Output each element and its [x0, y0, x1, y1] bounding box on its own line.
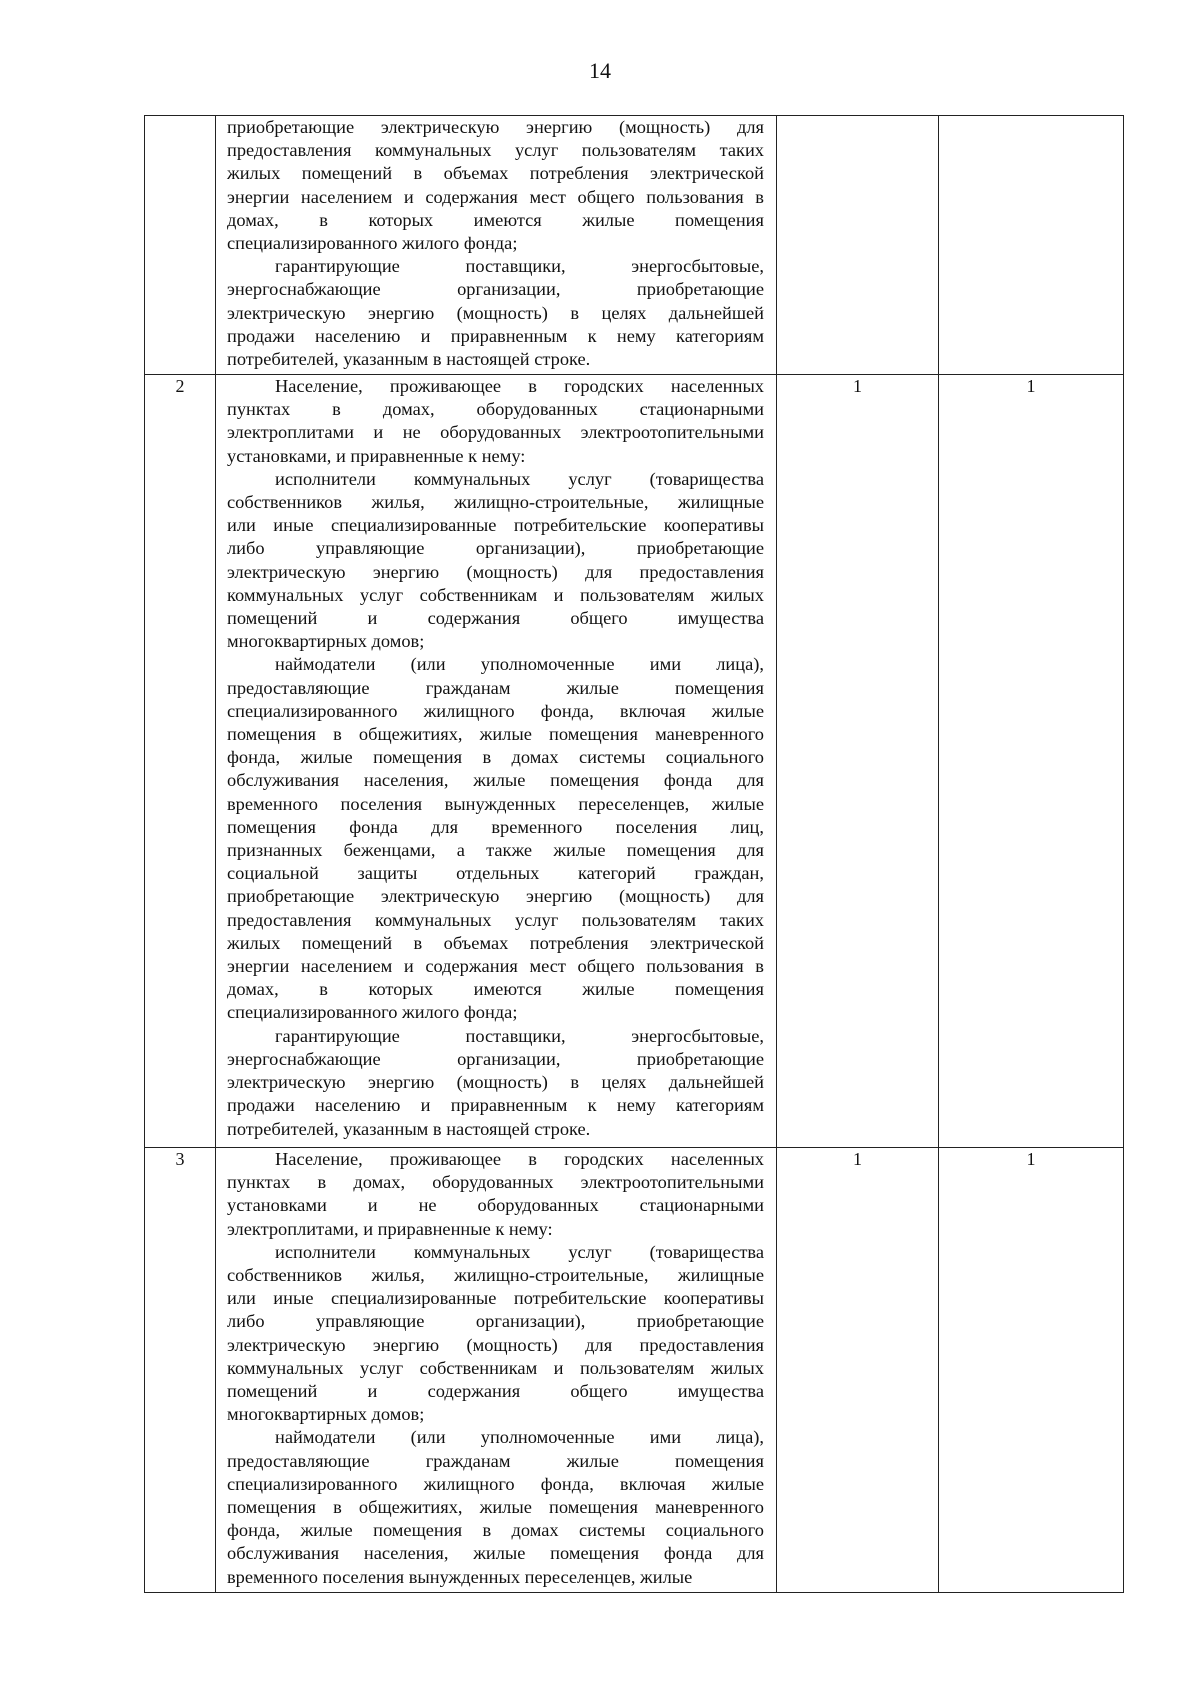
- text-line: специализированного жилого фонда;: [227, 233, 518, 254]
- text-line: или иные специализированные потребительские кооперативы: [227, 1288, 764, 1309]
- text-line: энергии населением и содержания мест общего пользования в: [227, 186, 764, 207]
- text-line: потребителей, указанным в настоящей строке.: [227, 1118, 591, 1139]
- text-line: помещения фонда для временного поселения лиц,: [227, 816, 764, 837]
- text-line: временного поселения вынужденных переселенцев, жилые: [227, 793, 764, 814]
- text-line: фонда, жилые помещения в домах системы социального: [227, 747, 764, 768]
- row-value-2: [939, 116, 1124, 375]
- text-line: специализированного жилого фонда;: [227, 1002, 518, 1023]
- row-number: 3: [145, 1148, 216, 1593]
- text-line: энергоснабжающие организации, приобретающие: [227, 1048, 764, 1069]
- row-value-1: 1: [777, 375, 939, 1148]
- text-line: помещения в общежитиях, жилые помещения маневренного: [227, 1497, 764, 1518]
- text-line: фонда, жилые помещения в домах системы социального: [227, 1520, 764, 1541]
- row-number: [145, 116, 216, 375]
- text-line: энергии населением и содержания мест общего пользования в: [227, 956, 764, 977]
- text-line: электроплитами и не оборудованных электроотопительными: [227, 422, 764, 443]
- row-description: [216, 116, 777, 375]
- text-line: энергоснабжающие организации, приобретающие: [227, 279, 764, 300]
- row-value-2: 1: [939, 375, 1124, 1148]
- text-line: приобретающие электрическую энергию (мощность) для: [227, 886, 764, 907]
- text-line: наймодатели (или уполномоченные ими лица),: [275, 1427, 764, 1448]
- table-row: [145, 116, 1124, 375]
- text-line: Население, проживающее в городских населенных: [275, 376, 764, 396]
- tariff-table: [144, 115, 1124, 1593]
- text-line: установками, и приравненные к нему:: [227, 445, 526, 466]
- table-row: [145, 375, 1124, 1148]
- text-line: домах, в которых имеются жилые помещения: [227, 979, 764, 1000]
- text-line: коммунальных услуг собственникам и пользователям жилых: [227, 584, 764, 605]
- row-value-1: 1: [777, 1148, 939, 1593]
- text-line: продажи населению и приравненным к нему категориям: [227, 325, 764, 346]
- row-value-2: 1: [939, 1148, 1124, 1593]
- text-line: предоставления коммунальных услуг пользователям таких: [227, 140, 764, 161]
- text-line: социальной защиты отдельных категорий граждан,: [227, 863, 764, 884]
- text-line: многоквартирных домов;: [227, 1404, 425, 1425]
- row-value-1: [777, 116, 939, 375]
- text-line: помещения в общежитиях, жилые помещения маневренного: [227, 724, 764, 745]
- text-line: исполнители коммунальных услуг (товарищества: [275, 468, 764, 489]
- text-line: приобретающие электрическую энергию (мощность) для: [227, 117, 764, 137]
- row-number: 2: [145, 375, 216, 1148]
- text-line: электроплитами, и приравненные к нему:: [227, 1218, 553, 1239]
- text-line: гарантирующие поставщики, энергосбытовые,: [275, 1025, 764, 1046]
- text-line: признанных беженцами, а также жилые помещения для: [227, 840, 764, 861]
- text-line: обслуживания населения, жилые помещения фонда для: [227, 770, 764, 791]
- text-line: наймодатели (или уполномоченные ими лица),: [275, 654, 764, 675]
- text-line: электрическую энергию (мощность) в целях дальнейшей: [227, 1072, 764, 1093]
- table-row: [145, 1148, 1124, 1593]
- text-line: помещений и содержания общего имущества: [227, 608, 764, 629]
- text-line: специализированного жилищного фонда, включая жилые: [227, 1473, 764, 1494]
- text-line: исполнители коммунальных услуг (товарищества: [275, 1241, 764, 1262]
- text-line: предоставления коммунальных услуг пользователям таких: [227, 909, 764, 930]
- text-line: жилых помещений в объемах потребления электрической: [227, 163, 764, 184]
- text-line: либо управляющие организации), приобретающие: [227, 1311, 764, 1332]
- text-line: временного поселения вынужденных переселенцев, жилые: [227, 1566, 693, 1587]
- text-line: потребителей, указанным в настоящей строке.: [227, 349, 591, 370]
- row-description: [216, 1148, 777, 1593]
- text-line: электрическую энергию (мощность) для предоставления: [227, 1334, 764, 1355]
- text-line: жилых помещений в объемах потребления электрической: [227, 932, 764, 953]
- text-line: или иные специализированные потребительские кооперативы: [227, 515, 764, 536]
- text-line: Население, проживающее в городских населенных: [275, 1149, 764, 1169]
- text-line: предоставляющие гражданам жилые помещения: [227, 677, 764, 698]
- text-line: гарантирующие поставщики, энергосбытовые,: [275, 256, 764, 277]
- text-line: пунктах в домах, оборудованных электроотопительными: [227, 1172, 764, 1193]
- page-number: 14: [589, 58, 611, 83]
- text-line: специализированного жилищного фонда, включая жилые: [227, 700, 764, 721]
- text-line: продажи населению и приравненным к нему категориям: [227, 1095, 764, 1116]
- text-line: коммунальных услуг собственникам и пользователям жилых: [227, 1357, 764, 1378]
- text-line: собственников жилья, жилищно-строительные, жилищные: [227, 1265, 764, 1286]
- text-line: электрическую энергию (мощность) для предоставления: [227, 561, 764, 582]
- text-line: собственников жилья, жилищно-строительные, жилищные: [227, 492, 764, 513]
- text-line: помещений и содержания общего имущества: [227, 1381, 764, 1402]
- text-line: пунктах в домах, оборудованных стационарными: [227, 399, 764, 420]
- row-description: [216, 375, 777, 1148]
- text-line: домах, в которых имеются жилые помещения: [227, 209, 764, 230]
- text-line: обслуживания населения, жилые помещения фонда для: [227, 1543, 764, 1564]
- text-line: либо управляющие организации), приобретающие: [227, 538, 764, 559]
- text-line: электрическую энергию (мощность) в целях дальнейшей: [227, 302, 764, 323]
- text-line: установками и не оборудованных стационарными: [227, 1195, 764, 1216]
- text-line: предоставляющие гражданам жилые помещения: [227, 1450, 764, 1471]
- text-line: многоквартирных домов;: [227, 631, 425, 652]
